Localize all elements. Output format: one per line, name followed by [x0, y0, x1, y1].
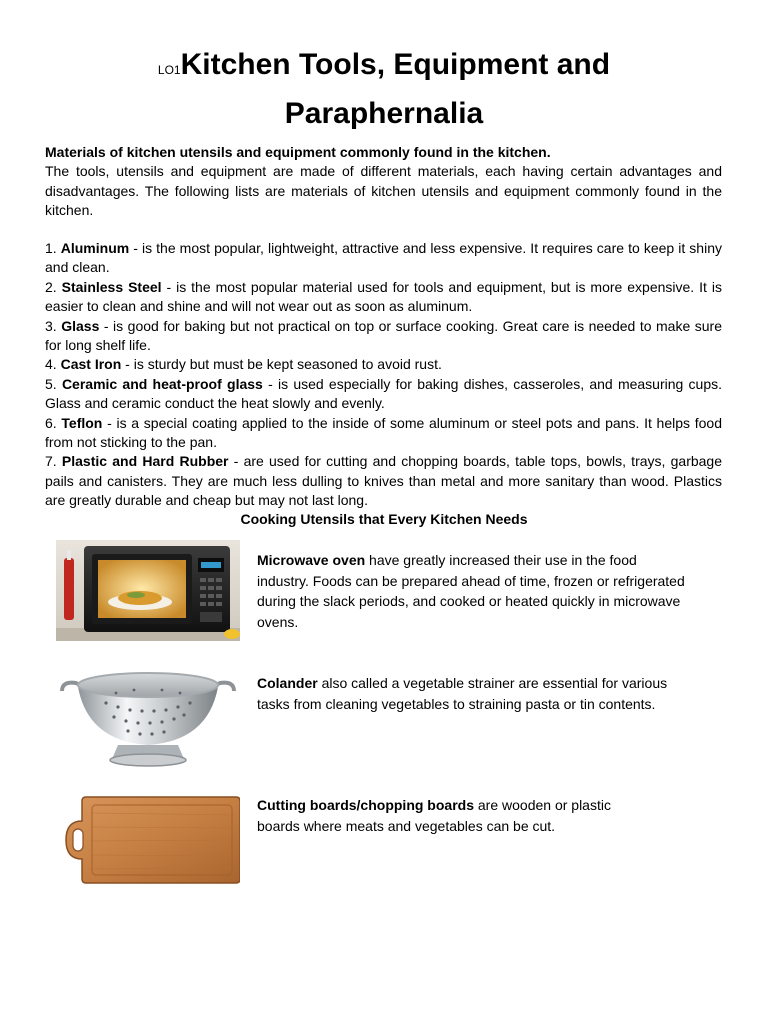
material-description: - is sturdy but must be kept seasoned to avoid rust. [121, 356, 442, 373]
material-item [45, 375, 722, 414]
microwave-oven-description [257, 550, 687, 632]
colander-term: Colander [257, 675, 318, 691]
material-term: Aluminum [60, 240, 130, 256]
material-description: - is used especially for baking dishes, casseroles, and measuring cups. Glass and ceramic conduct the heat slowly and evenly. [45, 375, 723, 412]
colander-text: also called a vegetable strainer are essential for various tasks from cleaning vegetables to straining pasta or tin contents. [257, 675, 668, 712]
material-item [45, 452, 722, 510]
material-number: 1. [45, 240, 57, 256]
cutting-board-description [257, 795, 617, 836]
cutting-board-image [56, 793, 240, 889]
material-number: 4. [45, 356, 57, 373]
intro-paragraph: The tools, utensils and equipment are made of different materials, each having certain advantages and disadvantages. The following lists are materials of kitchen utensils and equipment commonly found in the kitchen. [45, 163, 722, 219]
material-description: - is a special coating applied to the inside of some aluminum or steel pots and pans. It helps food from not sticking to the pan. [45, 414, 722, 451]
page-title-line-2: Paraphernalia [284, 97, 484, 130]
material-description: - is the most popular, lightweight, attractive and less expensive. It requires care to keep it shiny and clean. [45, 240, 722, 276]
material-description: - is the most popular material used for tools and equipment, but is more expensive. It is easier to clean and shine and will not wear out as soon as aluminum. [45, 278, 722, 315]
materials-list [45, 239, 722, 511]
material-number: 5. [45, 375, 57, 392]
intro-section [45, 143, 722, 221]
colander-description [257, 673, 687, 714]
title-prefix: LO1 [157, 63, 181, 77]
material-item [45, 317, 722, 356]
material-term: Teflon [61, 414, 103, 431]
intro-heading: Materials of kitchen utensils and equipment commonly found in the kitchen. [45, 144, 551, 160]
material-description: - are used for cutting and chopping boards, table tops, bowls, trays, garbage pails and canisters. They are much less dulling to knives than metal and more sanitary than wood. Plastics are greatly durable and cheap but may not last long. [45, 453, 723, 509]
page-title [0, 44, 768, 91]
section-heading: Cooking Utensils that Every Kitchen Needs [240, 511, 528, 527]
microwave-oven-text: have greatly increased their use in the food industry. Foods can be prepared ahead of time, frozen or refrigerated during the slack periods, and cooked or heated quickly in microwave ovens. [257, 552, 685, 630]
cutting-board-text: are wooden or plastic boards where meats and vegetables can be cut. [257, 797, 611, 834]
material-term: Glass [61, 317, 100, 334]
material-item [45, 355, 722, 374]
cutting-board-term: Cutting boards/chopping boards [257, 797, 474, 813]
material-description: - is good for baking but not practical on top or surface cooking. Great care is needed to make sure for long shelf life. [45, 317, 723, 354]
microwave-oven-image [56, 540, 240, 641]
material-term: Cast Iron [60, 356, 122, 373]
material-number: 3. [45, 317, 57, 334]
title-line-1: Kitchen Tools, Equipment and [180, 48, 611, 81]
colander-image [56, 663, 240, 768]
material-number: 7. [45, 453, 57, 470]
material-item [45, 239, 722, 278]
material-number: 2. [45, 278, 57, 295]
material-term: Stainless Steel [61, 278, 162, 295]
material-term: Plastic and Hard Rubber [61, 453, 229, 470]
material-number: 6. [45, 414, 57, 431]
material-item [45, 414, 722, 453]
material-term: Ceramic and heat-proof glass [61, 375, 263, 392]
microwave-oven-term: Microwave oven [257, 552, 366, 568]
material-item [45, 278, 722, 317]
